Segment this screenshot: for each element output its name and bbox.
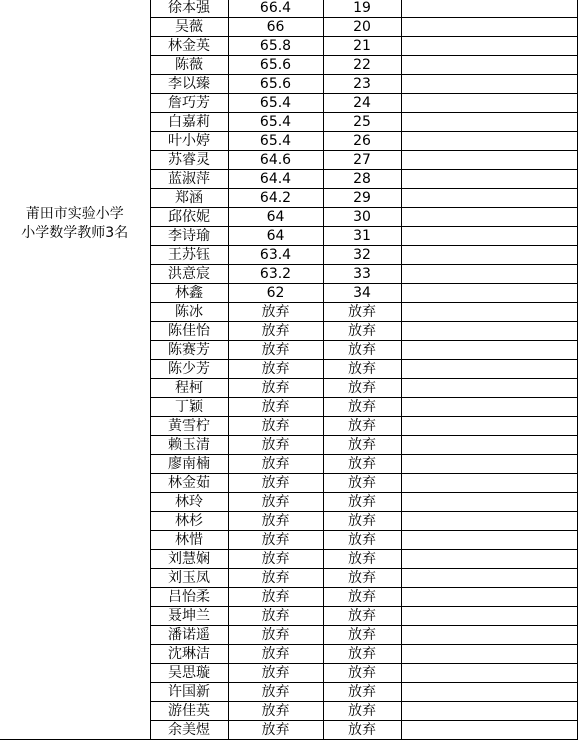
score-cell[interactable]: 放弃 bbox=[228, 322, 323, 341]
empty-cell[interactable] bbox=[401, 417, 577, 436]
rank-cell[interactable]: 30 bbox=[323, 208, 401, 227]
table-row[interactable] bbox=[0, 0, 577, 18]
rank-cell[interactable]: 放弃 bbox=[323, 322, 401, 341]
empty-cell[interactable] bbox=[401, 360, 577, 379]
score-cell[interactable]: 放弃 bbox=[228, 626, 323, 645]
empty-cell[interactable] bbox=[401, 0, 577, 18]
empty-cell[interactable] bbox=[401, 569, 577, 588]
empty-cell[interactable] bbox=[401, 645, 577, 664]
candidate-name-cell[interactable]: 徐本强 bbox=[150, 0, 228, 18]
candidate-name-cell[interactable]: 聂坤兰 bbox=[150, 607, 228, 626]
rank-cell[interactable]: 放弃 bbox=[323, 455, 401, 474]
candidate-name-cell[interactable]: 林玲 bbox=[150, 493, 228, 512]
candidate-name-cell[interactable]: 林鑫 bbox=[150, 284, 228, 303]
rank-cell[interactable]: 27 bbox=[323, 151, 401, 170]
candidate-name-cell[interactable]: 李以臻 bbox=[150, 75, 228, 94]
score-cell[interactable]: 放弃 bbox=[228, 531, 323, 550]
candidate-name-cell[interactable]: 游佳英 bbox=[150, 702, 228, 721]
score-cell[interactable]: 65.6 bbox=[228, 56, 323, 75]
empty-cell[interactable] bbox=[401, 113, 577, 132]
score-cell[interactable]: 放弃 bbox=[228, 398, 323, 417]
score-cell[interactable]: 63.4 bbox=[228, 246, 323, 265]
rank-cell[interactable]: 放弃 bbox=[323, 664, 401, 683]
empty-cell[interactable] bbox=[401, 227, 577, 246]
candidate-name-cell[interactable]: 詹巧芳 bbox=[150, 94, 228, 113]
empty-cell[interactable] bbox=[401, 721, 577, 740]
candidate-name-cell[interactable]: 丁颖 bbox=[150, 398, 228, 417]
score-cell[interactable]: 64.2 bbox=[228, 189, 323, 208]
candidate-name-cell[interactable]: 苏睿灵 bbox=[150, 151, 228, 170]
candidate-name-cell[interactable]: 刘慧娴 bbox=[150, 550, 228, 569]
score-cell[interactable]: 放弃 bbox=[228, 341, 323, 360]
score-cell[interactable]: 64.4 bbox=[228, 170, 323, 189]
score-cell[interactable]: 放弃 bbox=[228, 493, 323, 512]
empty-cell[interactable] bbox=[401, 531, 577, 550]
score-cell[interactable]: 放弃 bbox=[228, 683, 323, 702]
score-cell[interactable]: 66 bbox=[228, 18, 323, 37]
rank-cell[interactable]: 28 bbox=[323, 170, 401, 189]
empty-cell[interactable] bbox=[401, 75, 577, 94]
empty-cell[interactable] bbox=[401, 151, 577, 170]
candidate-name-cell[interactable]: 林杉 bbox=[150, 512, 228, 531]
rank-cell[interactable]: 放弃 bbox=[323, 721, 401, 740]
empty-cell[interactable] bbox=[401, 588, 577, 607]
rank-cell[interactable]: 放弃 bbox=[323, 493, 401, 512]
score-cell[interactable]: 放弃 bbox=[228, 569, 323, 588]
empty-cell[interactable] bbox=[401, 512, 577, 531]
candidate-name-cell[interactable]: 李诗瑜 bbox=[150, 227, 228, 246]
score-cell[interactable]: 62 bbox=[228, 284, 323, 303]
empty-cell[interactable] bbox=[401, 664, 577, 683]
score-cell[interactable]: 65.8 bbox=[228, 37, 323, 56]
candidate-name-cell[interactable]: 王苏钰 bbox=[150, 246, 228, 265]
score-cell[interactable]: 64.6 bbox=[228, 151, 323, 170]
score-cell[interactable]: 放弃 bbox=[228, 607, 323, 626]
candidate-name-cell[interactable]: 林金茹 bbox=[150, 474, 228, 493]
score-cell[interactable]: 64 bbox=[228, 227, 323, 246]
score-cell[interactable]: 放弃 bbox=[228, 664, 323, 683]
score-cell[interactable]: 65.4 bbox=[228, 132, 323, 151]
empty-cell[interactable] bbox=[401, 493, 577, 512]
candidate-name-cell[interactable]: 吴薇 bbox=[150, 18, 228, 37]
empty-cell[interactable] bbox=[401, 37, 577, 56]
rank-cell[interactable]: 32 bbox=[323, 246, 401, 265]
rank-cell[interactable]: 26 bbox=[323, 132, 401, 151]
score-cell[interactable]: 放弃 bbox=[228, 474, 323, 493]
score-cell[interactable]: 65.6 bbox=[228, 75, 323, 94]
candidate-name-cell[interactable]: 赖玉清 bbox=[150, 436, 228, 455]
candidate-name-cell[interactable]: 黄雪柠 bbox=[150, 417, 228, 436]
org-position: 小学数学教师3名 bbox=[21, 225, 129, 241]
score-cell[interactable]: 65.4 bbox=[228, 94, 323, 113]
candidate-name-cell[interactable]: 邱依妮 bbox=[150, 208, 228, 227]
rank-cell[interactable]: 放弃 bbox=[323, 512, 401, 531]
rank-cell[interactable]: 34 bbox=[323, 284, 401, 303]
score-cell[interactable]: 放弃 bbox=[228, 417, 323, 436]
empty-cell[interactable] bbox=[401, 341, 577, 360]
rank-cell[interactable]: 33 bbox=[323, 265, 401, 284]
rank-cell[interactable]: 放弃 bbox=[323, 702, 401, 721]
score-cell[interactable]: 放弃 bbox=[228, 702, 323, 721]
candidate-name-cell[interactable]: 蓝淑萍 bbox=[150, 170, 228, 189]
score-cell[interactable]: 放弃 bbox=[228, 588, 323, 607]
candidate-name-cell[interactable]: 潘诺遥 bbox=[150, 626, 228, 645]
empty-cell[interactable] bbox=[401, 436, 577, 455]
rank-cell[interactable]: 24 bbox=[323, 94, 401, 113]
rank-cell[interactable]: 放弃 bbox=[323, 550, 401, 569]
candidate-name-cell[interactable]: 陈薇 bbox=[150, 56, 228, 75]
rank-cell[interactable]: 29 bbox=[323, 189, 401, 208]
empty-cell[interactable] bbox=[401, 607, 577, 626]
empty-cell[interactable] bbox=[401, 322, 577, 341]
score-cell[interactable]: 放弃 bbox=[228, 721, 323, 740]
empty-cell[interactable] bbox=[401, 474, 577, 493]
rank-cell[interactable]: 31 bbox=[323, 227, 401, 246]
empty-cell[interactable] bbox=[401, 379, 577, 398]
rank-cell[interactable]: 放弃 bbox=[323, 379, 401, 398]
empty-cell[interactable] bbox=[401, 303, 577, 322]
empty-cell[interactable] bbox=[401, 170, 577, 189]
empty-cell[interactable] bbox=[401, 284, 577, 303]
empty-cell[interactable] bbox=[401, 246, 577, 265]
empty-cell[interactable] bbox=[401, 683, 577, 702]
score-cell[interactable]: 放弃 bbox=[228, 379, 323, 398]
rank-cell[interactable]: 23 bbox=[323, 75, 401, 94]
rank-cell[interactable]: 放弃 bbox=[323, 607, 401, 626]
candidate-name-cell[interactable]: 陈赛芳 bbox=[150, 341, 228, 360]
rank-cell[interactable]: 放弃 bbox=[323, 360, 401, 379]
empty-cell[interactable] bbox=[401, 208, 577, 227]
org-name: 莆田市实验小学 bbox=[25, 206, 124, 222]
rank-cell[interactable]: 放弃 bbox=[323, 341, 401, 360]
empty-cell[interactable] bbox=[401, 265, 577, 284]
score-cell[interactable]: 放弃 bbox=[228, 512, 323, 531]
score-cell[interactable]: 63.2 bbox=[228, 265, 323, 284]
candidate-name-cell[interactable]: 程柯 bbox=[150, 379, 228, 398]
empty-cell[interactable] bbox=[401, 94, 577, 113]
rank-cell[interactable]: 放弃 bbox=[323, 569, 401, 588]
score-cell[interactable]: 放弃 bbox=[228, 455, 323, 474]
empty-cell[interactable] bbox=[401, 56, 577, 75]
empty-cell[interactable] bbox=[401, 189, 577, 208]
empty-cell[interactable] bbox=[401, 550, 577, 569]
rank-cell[interactable]: 20 bbox=[323, 18, 401, 37]
score-cell[interactable]: 66.4 bbox=[228, 0, 323, 18]
candidate-name-cell[interactable]: 廖南楠 bbox=[150, 455, 228, 474]
org-cell[interactable] bbox=[0, 0, 150, 740]
score-cell[interactable]: 放弃 bbox=[228, 645, 323, 664]
empty-cell[interactable] bbox=[401, 455, 577, 474]
rank-cell[interactable]: 19 bbox=[323, 0, 401, 18]
score-cell[interactable]: 64 bbox=[228, 208, 323, 227]
rank-cell[interactable]: 22 bbox=[323, 56, 401, 75]
empty-cell[interactable] bbox=[401, 702, 577, 721]
candidate-name-cell[interactable]: 沈琳洁 bbox=[150, 645, 228, 664]
score-cell[interactable]: 放弃 bbox=[228, 360, 323, 379]
candidate-name-cell[interactable]: 刘玉凤 bbox=[150, 569, 228, 588]
empty-cell[interactable] bbox=[401, 18, 577, 37]
score-cell[interactable]: 放弃 bbox=[228, 303, 323, 322]
candidate-name-cell[interactable]: 许国新 bbox=[150, 683, 228, 702]
candidate-name-cell[interactable]: 陈佳怡 bbox=[150, 322, 228, 341]
score-cell[interactable]: 65.4 bbox=[228, 113, 323, 132]
empty-cell[interactable] bbox=[401, 626, 577, 645]
candidate-name-cell[interactable]: 林金英 bbox=[150, 37, 228, 56]
rank-cell[interactable]: 放弃 bbox=[323, 398, 401, 417]
rank-cell[interactable]: 21 bbox=[323, 37, 401, 56]
candidate-name-cell[interactable]: 吕怡柔 bbox=[150, 588, 228, 607]
score-cell[interactable]: 放弃 bbox=[228, 436, 323, 455]
rank-cell[interactable]: 放弃 bbox=[323, 417, 401, 436]
rank-cell[interactable]: 放弃 bbox=[323, 531, 401, 550]
candidate-name-cell[interactable]: 林惜 bbox=[150, 531, 228, 550]
rank-cell[interactable]: 放弃 bbox=[323, 645, 401, 664]
rank-cell[interactable]: 放弃 bbox=[323, 683, 401, 702]
candidate-name-cell[interactable]: 郑涵 bbox=[150, 189, 228, 208]
candidate-name-cell[interactable]: 吴思璇 bbox=[150, 664, 228, 683]
candidate-name-cell[interactable]: 余美煜 bbox=[150, 721, 228, 740]
candidate-name-cell[interactable]: 陈冰 bbox=[150, 303, 228, 322]
rank-cell[interactable]: 放弃 bbox=[323, 588, 401, 607]
rank-cell[interactable]: 放弃 bbox=[323, 436, 401, 455]
rank-cell[interactable]: 放弃 bbox=[323, 474, 401, 493]
candidate-name-cell[interactable]: 洪意宸 bbox=[150, 265, 228, 284]
empty-cell[interactable] bbox=[401, 132, 577, 151]
candidate-name-cell[interactable]: 陈少芳 bbox=[150, 360, 228, 379]
candidate-name-cell[interactable]: 白嘉莉 bbox=[150, 113, 228, 132]
score-cell[interactable]: 放弃 bbox=[228, 550, 323, 569]
rank-cell[interactable]: 放弃 bbox=[323, 303, 401, 322]
rank-cell[interactable]: 放弃 bbox=[323, 626, 401, 645]
empty-cell[interactable] bbox=[401, 398, 577, 417]
candidate-name-cell[interactable]: 叶小婷 bbox=[150, 132, 228, 151]
rank-cell[interactable]: 25 bbox=[323, 113, 401, 132]
